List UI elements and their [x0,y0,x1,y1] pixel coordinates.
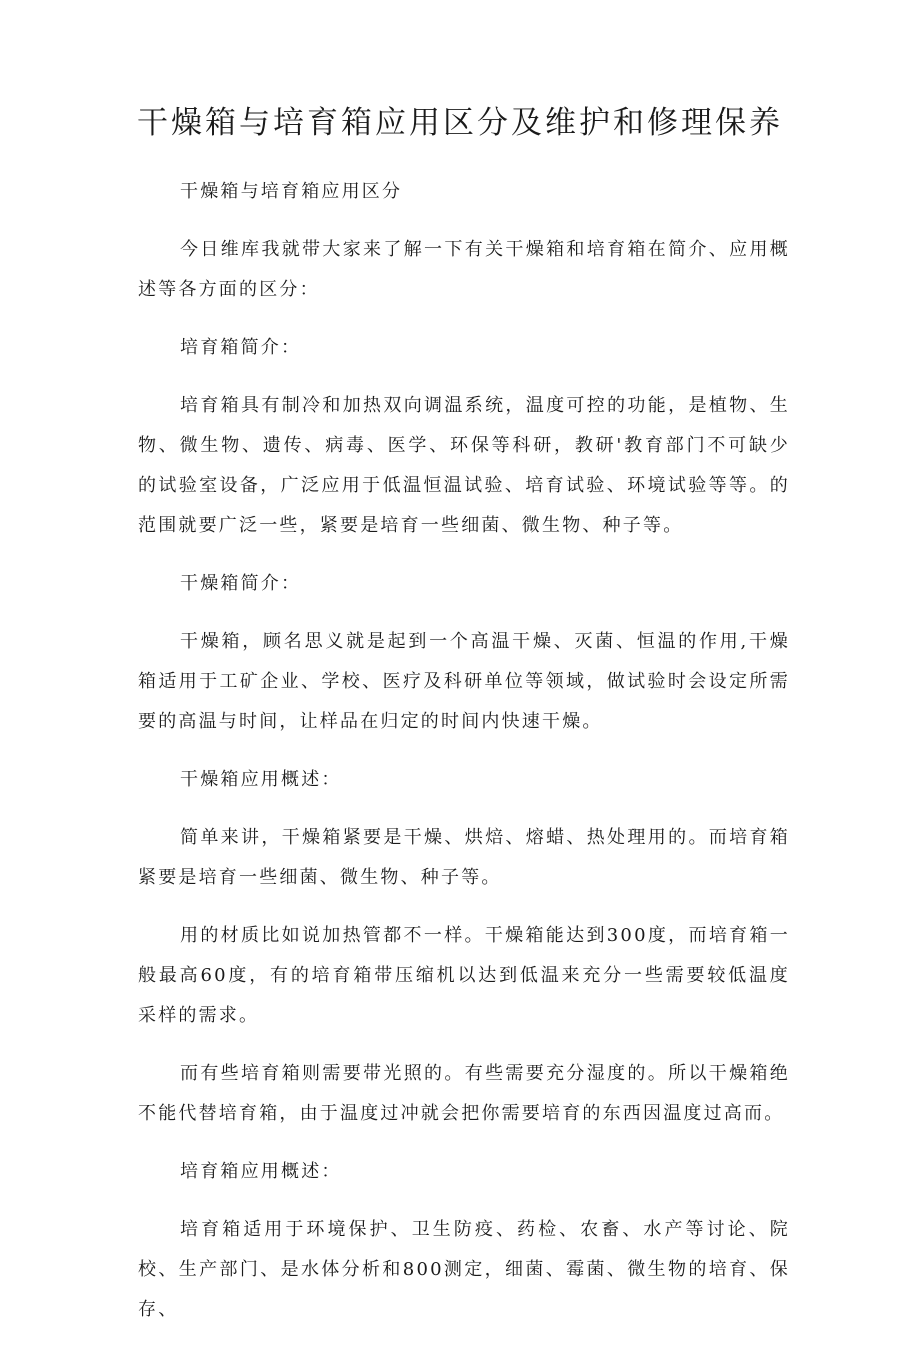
section-heading: 干燥箱与培育箱应用区分 [180,181,403,202]
paragraph: 简单来讲，干燥箱紧要是干燥、烘焙、熔蜡、热处理用的。而培育箱紧要是培育一些细菌、微生物、种子等。 [138,827,790,888]
section-heading: 培育箱简介： [180,337,302,358]
section-heading: 培育箱应用概述： [180,1161,342,1182]
document-title: 干燥箱与培育箱应用区分及维护和修理保养 [137,105,783,141]
section-heading: 干燥箱简介： [180,573,302,594]
paragraph: 而有些培育箱则需要带光照的。有些需要充分湿度的。所以干燥箱绝不能代替培育箱，由于温度过冲就会把你需要培育的东西因温度过高而。 [138,1063,790,1124]
paragraph: 干燥箱，顾名思义就是起到一个高温干燥、灭菌、恒温的作用,干燥箱适用于工矿企业、学校、医疗及科研单位等领域，做试验时会设定所需要的高温与时间，让样品在归定的时间内快速干燥。 [138,631,790,732]
paragraph: 今日维库我就带大家来了解一下有关干燥箱和培育箱在简介、应用概述等各方面的区分： [138,239,790,300]
paragraph: 用的材质比如说加热管都不一样。干燥箱能达到300度，而培育箱一般最高60度，有的培育箱带压缩机以达到低温来充分一些需要较低温度采样的需求。 [138,925,790,1026]
section-heading: 干燥箱应用概述： [180,769,342,790]
document-body [138,172,790,1348]
paragraph: 培育箱适用于环境保护、卫生防疫、药检、农畜、水产等讨论、院校、生产部门、是水体分析和800测定，细菌、霉菌、微生物的培育、保存、 [138,1219,790,1320]
paragraph: 培育箱具有制冷和加热双向调温系统，温度可控的功能，是植物、生物、微生物、遗传、病毒、医学、环保等科研，教研'教育部门不可缺少的试验室设备，广泛应用于低温恒温试验、培育试验、环境试验等等。的范围就要广泛一些，紧要是培育一些细菌、微生物、种子等。 [138,395,790,536]
